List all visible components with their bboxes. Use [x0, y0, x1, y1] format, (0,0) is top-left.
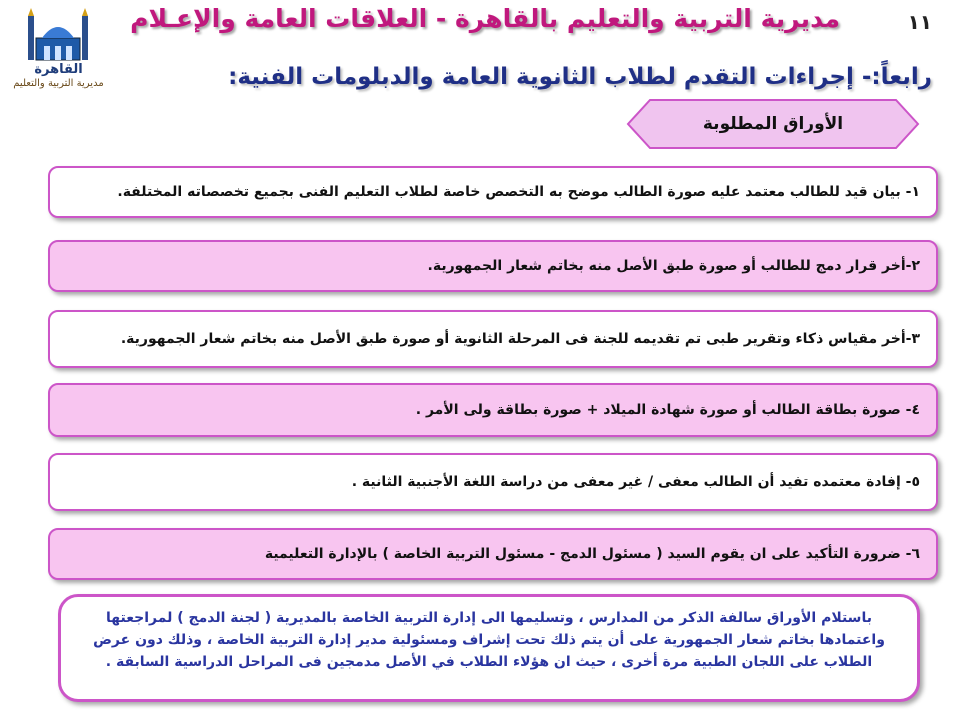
required-papers-banner — [624, 96, 922, 152]
logo-title: القاهرة — [34, 62, 83, 77]
list-item-4: ٤- صورة بطاقة الطالب أو صورة شهادة الميلاد + صورة بطاقة ولى الأمر . — [48, 383, 938, 437]
required-papers-label: الأوراق المطلوبة — [702, 114, 844, 134]
list-item-1: ١- بيان قيد للطالب معتمد عليه صورة الطالب موضح به التخصص خاصة لطلاب التعليم الفنى بجميع تخصصاته المختلفة. — [48, 166, 938, 218]
list-item-3: ٣-أخر مقياس ذكاء وتقرير طبى تم تقديمه للجنة فى المرحلة الثانوية أو صورة طبق الأصل منه بخاتم شعار الجمهورية. — [48, 310, 938, 368]
list-item-2: ٢-أخر قرار دمج للطالب أو صورة طبق الأصل منه بخاتم شعار الجمهورية. — [48, 240, 938, 292]
header-title: مديرية التربية والتعليم بالقاهرة - العلاقات العامة والإعـلام — [130, 4, 840, 33]
list-item-6: ٦- ضرورة التأكيد على ان يقوم السيد ( مسئول الدمج - مسئول التربية الخاصة ) بالإدارة التعليمية — [48, 528, 938, 580]
logo-emblem-icon — [6, 8, 111, 68]
note-line-2: واعتمادها بخاتم شعار الجمهورية على أن يتم ذلك تحت إشراف ومسئولية مدير إدارة التربية الخاصة ، وذلك دون عرض — [93, 632, 885, 648]
logo-subtitle: مديرية التربية والتعليم — [13, 78, 104, 89]
page-number: ١١ — [907, 10, 932, 34]
logo — [6, 8, 111, 88]
section-heading: رابعاً:- إجراءات التقدم لطلاب الثانوية العامة والدبلومات الفنية: — [228, 64, 932, 90]
note-box — [58, 594, 920, 702]
list-item-5: ٥- إفادة معتمده تفيد أن الطالب معفى / غير معفى من دراسة اللغة الأجنبية الثانية . — [48, 453, 938, 511]
note-line-3: الطلاب على اللجان الطبية مرة أخرى ، حيث ان هؤلاء الطلاب في الأصل مدمجين فى المراحل الدراسية السابقة . — [105, 654, 873, 670]
note-line-1: باستلام الأوراق سالفة الذكر من المدارس ، وتسليمها الى إدارة التربية الخاصة بالمديرية ( لجنة الدمج ) لمراجعتها — [106, 610, 872, 626]
